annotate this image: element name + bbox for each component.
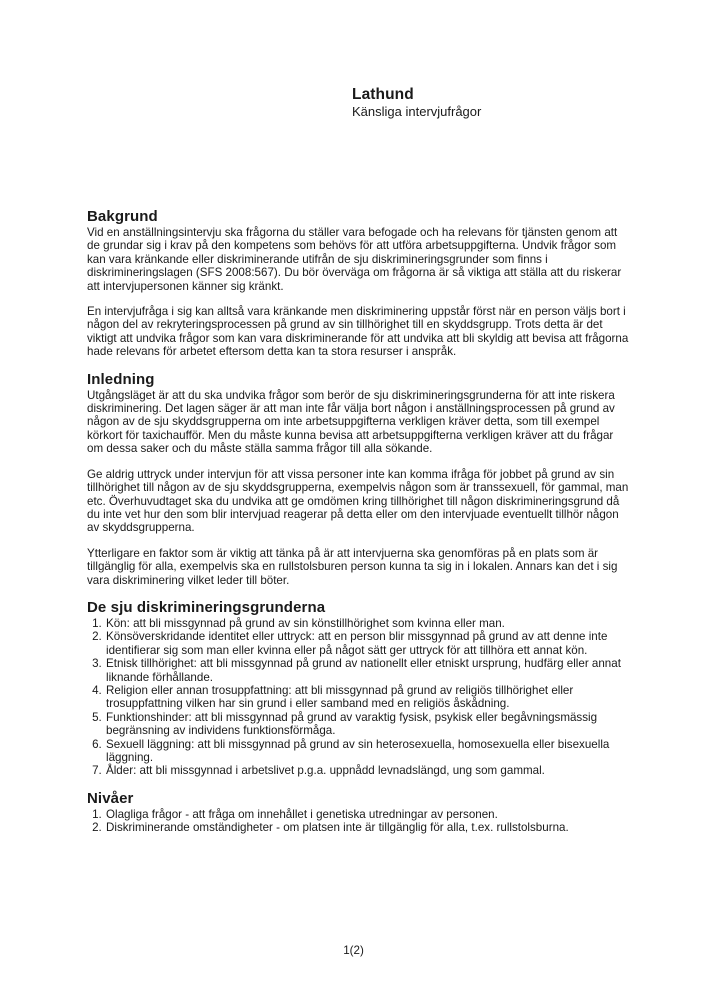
page-number: 1(2) (343, 944, 364, 957)
title-block (352, 86, 631, 120)
section-heading-inledning: Inledning (87, 370, 155, 388)
list-item: 1. Kön: att bli missgynnad på grund av sin könstillhörighet som kvinna eller man. (105, 617, 631, 630)
list-item: 5. Funktionshinder: att bli missgynnad på grund av varaktig fysisk, psykisk eller begåvningsmässig begränsning av individens funktionsförmåga. (105, 711, 631, 738)
list-item: 2. Könsöverskridande identitet eller uttryck: att en person blir missgynnad på grund av att denne inte identifierar sig som man eller kvinna eller på något sätt ger uttryck för att tillhöra ett annat kön. (105, 630, 631, 657)
section-nivaer (87, 790, 631, 835)
list-item: 3. Etnisk tillhörighet: att bli missgynnad på grund av nationellt eller etniskt ursprung, hudfärg eller annat liknande förhållande. (105, 657, 631, 684)
levels-list (87, 808, 631, 835)
paragraph: Utgångsläget är att du ska undvika frågor som berör de sju diskrimineringsgrunderna för att inte riskera diskriminering. Det lagen säger är att man inte får välja bort någon i anställningsprocessen på grund av någon av de sju skyddsgrupperna om inte arbetsuppgifterna verkligen kräver detta, som till exempel körkort för taxichaufför. Men du måste kunna bevisa att arbetsuppgifterna verkligen kräver att du frågar om dessa saker och du måste ställa samma frågor till alla sökande. (87, 388, 615, 456)
paragraph: Vid en anställningsintervju ska frågorna du ställer vara befogade och ha relevans för tjänsten genom att de grundar sig i krav på den kompetens som behövs för att utföra arbetsuppgifterna. Undvik frågor som kan vara kränkande eller diskriminerande utifrån de sju diskrimineringsgrunder som finns i diskrimineringslagen (SFS 2008:567). Du bör överväga om frågorna är så viktiga att ställa att du riskerar att intervjupersonen känner sig kränkt. (87, 226, 622, 293)
paragraph: Ge aldrig uttryck under intervjun för att vissa personer inte kan komma ifråga för jobbet på grund av sin tillhörighet till någon av de sju skyddsgrupperna, exempelvis någon som är transsexuell, för gammal, man etc. Överhuvudtaget ska du undvika att ge omdömen kring tillhörighet till någon diskrimineringsgrund då du inte vet hur den som blir intervjuad reagerar på detta eller om den intervjuade eventuellt tillhör någon av skyddsgrupperna. (87, 467, 629, 535)
discrimination-grounds-list (87, 617, 631, 778)
section-diskrimineringsgrunderna (87, 599, 631, 778)
list-item: 1. Olagliga frågor - att fråga om innehållet i genetiska utredningar av personen. (105, 808, 631, 821)
document-title: Lathund (352, 86, 414, 103)
section-heading-bakgrund: Bakgrund (87, 208, 158, 225)
document-subtitle: Känsliga intervjufrågor (352, 104, 482, 119)
section-inledning (87, 371, 631, 587)
section-heading-nivaer: Nivåer (87, 789, 134, 807)
section-bakgrund (87, 208, 631, 359)
list-item: 6. Sexuell läggning: att bli missgynnad på grund av sin heterosexuella, homosexuella eller bisexuella läggning. (105, 738, 631, 765)
paragraph: Ytterligare en faktor som är viktig att tänka på är att intervjuerna ska genomföras på en plats som är tillgänglig för alla, exempelvis ska en rullstolsburen person kunna ta sig in i lokalen. Annars kan det i sig vara diskriminering vilket leder till böter. (87, 546, 618, 587)
paragraph: En intervjufråga i sig kan alltså vara kränkande men diskriminering uppstår först när en person väljs bort i någon del av rekryteringsprocessen på grund av sin tillhörighet till en skyddsgrupp. Trots detta är det viktigt att undvika frågor som kan vara diskriminerande för att undvika att bli skyldig att bevisa att frågorna hade relevans för arbetet eftersom detta kan ta stora resurser i anspråk. (87, 305, 629, 359)
document-content (87, 86, 631, 847)
list-item: 4. Religion eller annan trosuppfattning: att bli missgynnad på grund av religiös tillhörighet eller trosuppfattning vilken har sin grund i eller samband med en religiös åskådning. (105, 684, 631, 711)
list-item: 7. Ålder: att bli missgynnad i arbetslivet p.g.a. uppnådd levnadslängd, ung som gammal. (105, 764, 631, 777)
list-item: 2. Diskriminerande omständigheter - om platsen inte är tillgänglig för alla, t.ex. rullstolsburna. (105, 821, 631, 834)
section-heading-diskrimineringsgrunderna: De sju diskrimineringsgrunderna (87, 598, 326, 616)
